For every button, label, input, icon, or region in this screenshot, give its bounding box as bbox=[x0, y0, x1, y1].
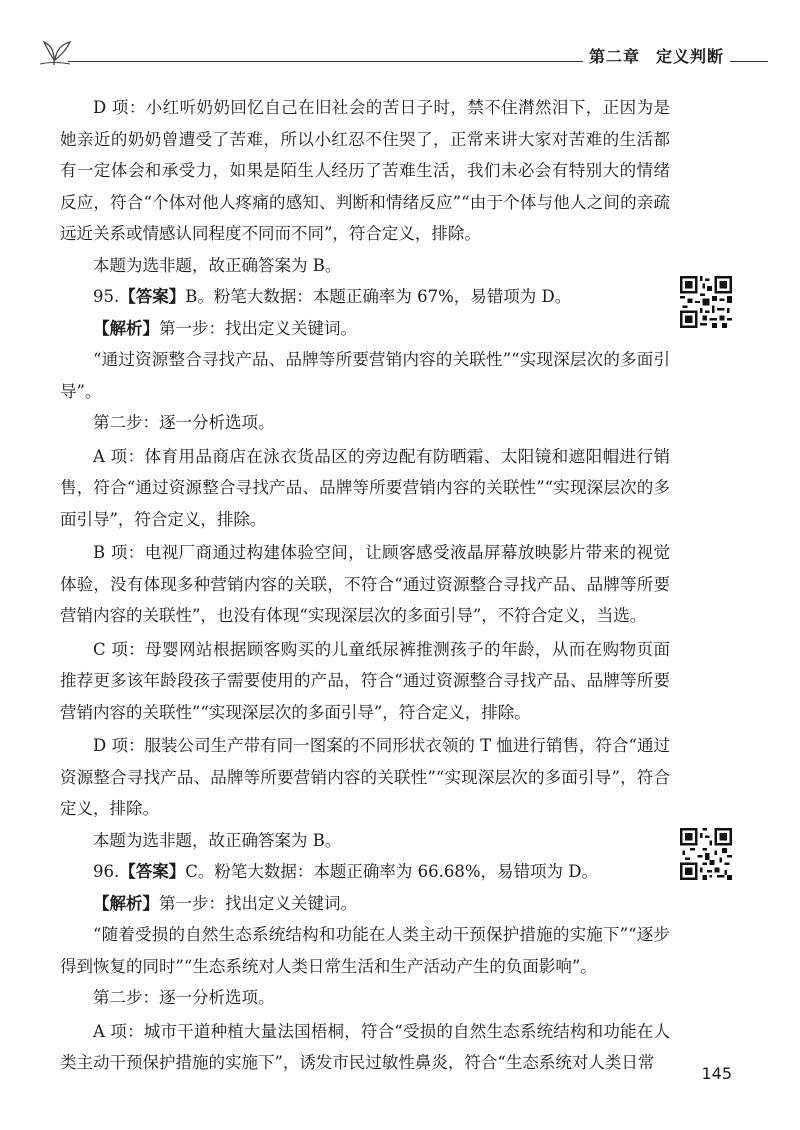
q95-option-a: A 项：体育用品商店在泳衣货品区的旁边配有防晒霜、太阳镜和遮阳帽进行销售，符合“通过资源整合寻找产品、品牌等所要营销内容的关联性”“实现深层次的多面引导”，符合定义，排除。 bbox=[60, 446, 670, 529]
q95-conclusion: 本题为选非题，故正确答案为 B。 bbox=[93, 830, 342, 850]
question-number: 95. bbox=[93, 287, 120, 306]
answer-label: 【答案】 bbox=[119, 287, 186, 306]
section-label: 定义判断 bbox=[655, 47, 724, 66]
q96-keywords: “随着受损的自然生态系统结构和功能在人类主动干预保护措施的实施下”“逐步得到恢复的同时”“生态系统对人类日常生活和生产活动产生的负面影响”。 bbox=[60, 925, 670, 976]
running-header bbox=[583, 44, 730, 67]
step-text: 第一步：找出定义关键词。 bbox=[159, 893, 357, 913]
question-number: 96. bbox=[93, 862, 120, 881]
answer-label: 【答案】 bbox=[119, 862, 186, 881]
q96-option-a: A 项：城市干道种植大量法国梧桐，符合“受损的自然生态系统结构和功能在人类主动干预保护措施的实施下”，诱发市民过敏性鼻炎，符合“生态系统对人类日常 bbox=[60, 1021, 670, 1072]
analysis-label: 【解析】 bbox=[93, 318, 159, 338]
q96-answer bbox=[60, 856, 670, 888]
q96-step2: 第二步：逐一分析选项。 bbox=[93, 988, 275, 1007]
q95-keywords: “通过资源整合寻找产品、品牌等所要营销内容的关联性”“实现深层次的多面引导”。 bbox=[60, 350, 670, 401]
qr-code-icon[interactable] bbox=[680, 828, 732, 880]
q95-option-b: B 项：电视厂商通过构建体验空间，让顾客感受液晶屏幕放映影片带来的视觉体验，没有体现多种营销内容的关联，不符合“通过资源整合寻找产品、品牌等所要营销内容的关联性”，也没有体现“实现深层次的多面引导”，不符合定义，当选。 bbox=[60, 543, 670, 625]
sprout-leaf-icon bbox=[38, 36, 72, 66]
step-text: 第一步：找出定义关键词。 bbox=[159, 318, 357, 338]
paragraph: 本题为选非题，故正确答案为 B。 bbox=[93, 255, 342, 275]
q95-option-c: C 项：母婴网站根据顾客购买的儿童纸尿裤推测孩子的年龄，从而在购物页面推荐更多该年龄段孩子需要使用的产品，符合“通过资源整合寻找产品、品牌等所要营销内容的关联性”“实现深层次的多面引导”，符合定义，排除。 bbox=[60, 639, 670, 722]
q95-analysis-step1 bbox=[60, 313, 670, 345]
page-body bbox=[60, 92, 670, 1079]
analysis-label: 【解析】 bbox=[93, 893, 159, 913]
page-header bbox=[38, 30, 768, 70]
paragraph: D 项：小红听奶奶回忆自己在旧社会的苦日子时，禁不住潸然泪下，正因为是她亲近的奶奶曾遭受了苦难，所以小红忍不住哭了，正常来讲大家对苦难的生活都有一定体会和承受力，如果是陌生人经历了苦难生活，我们未必会有特别大的情绪反应，符合“个体对他人疼痛的感知、判断和情绪反应”“由于个体与他人之间的亲疏远近关系或情感认同程度不同而不同”，符合定义，排除。 bbox=[60, 98, 670, 243]
answer-text: C。粉笔大数据：本题正确率为 66.68%，易错项为 D。 bbox=[185, 862, 599, 881]
q95-option-d: D 项：服装公司生产带有同一图案的不同形状衣领的 T 恤进行销售，符合“通过资源整合寻找产品、品牌等所要营销内容的关联性”“实现深层次的多面引导”，符合定义，排除。 bbox=[60, 736, 670, 818]
qr-code-icon[interactable] bbox=[680, 276, 732, 328]
answer-text: B。粉笔大数据：本题正确率为 67%，易错项为 D。 bbox=[185, 287, 572, 306]
q95-step2: 第二步：逐一分析选项。 bbox=[93, 413, 275, 432]
q96-analysis-step1 bbox=[60, 888, 670, 920]
chapter-label: 第二章 bbox=[588, 47, 640, 66]
q95-answer bbox=[60, 281, 670, 313]
page-number: 145 bbox=[701, 1064, 732, 1083]
